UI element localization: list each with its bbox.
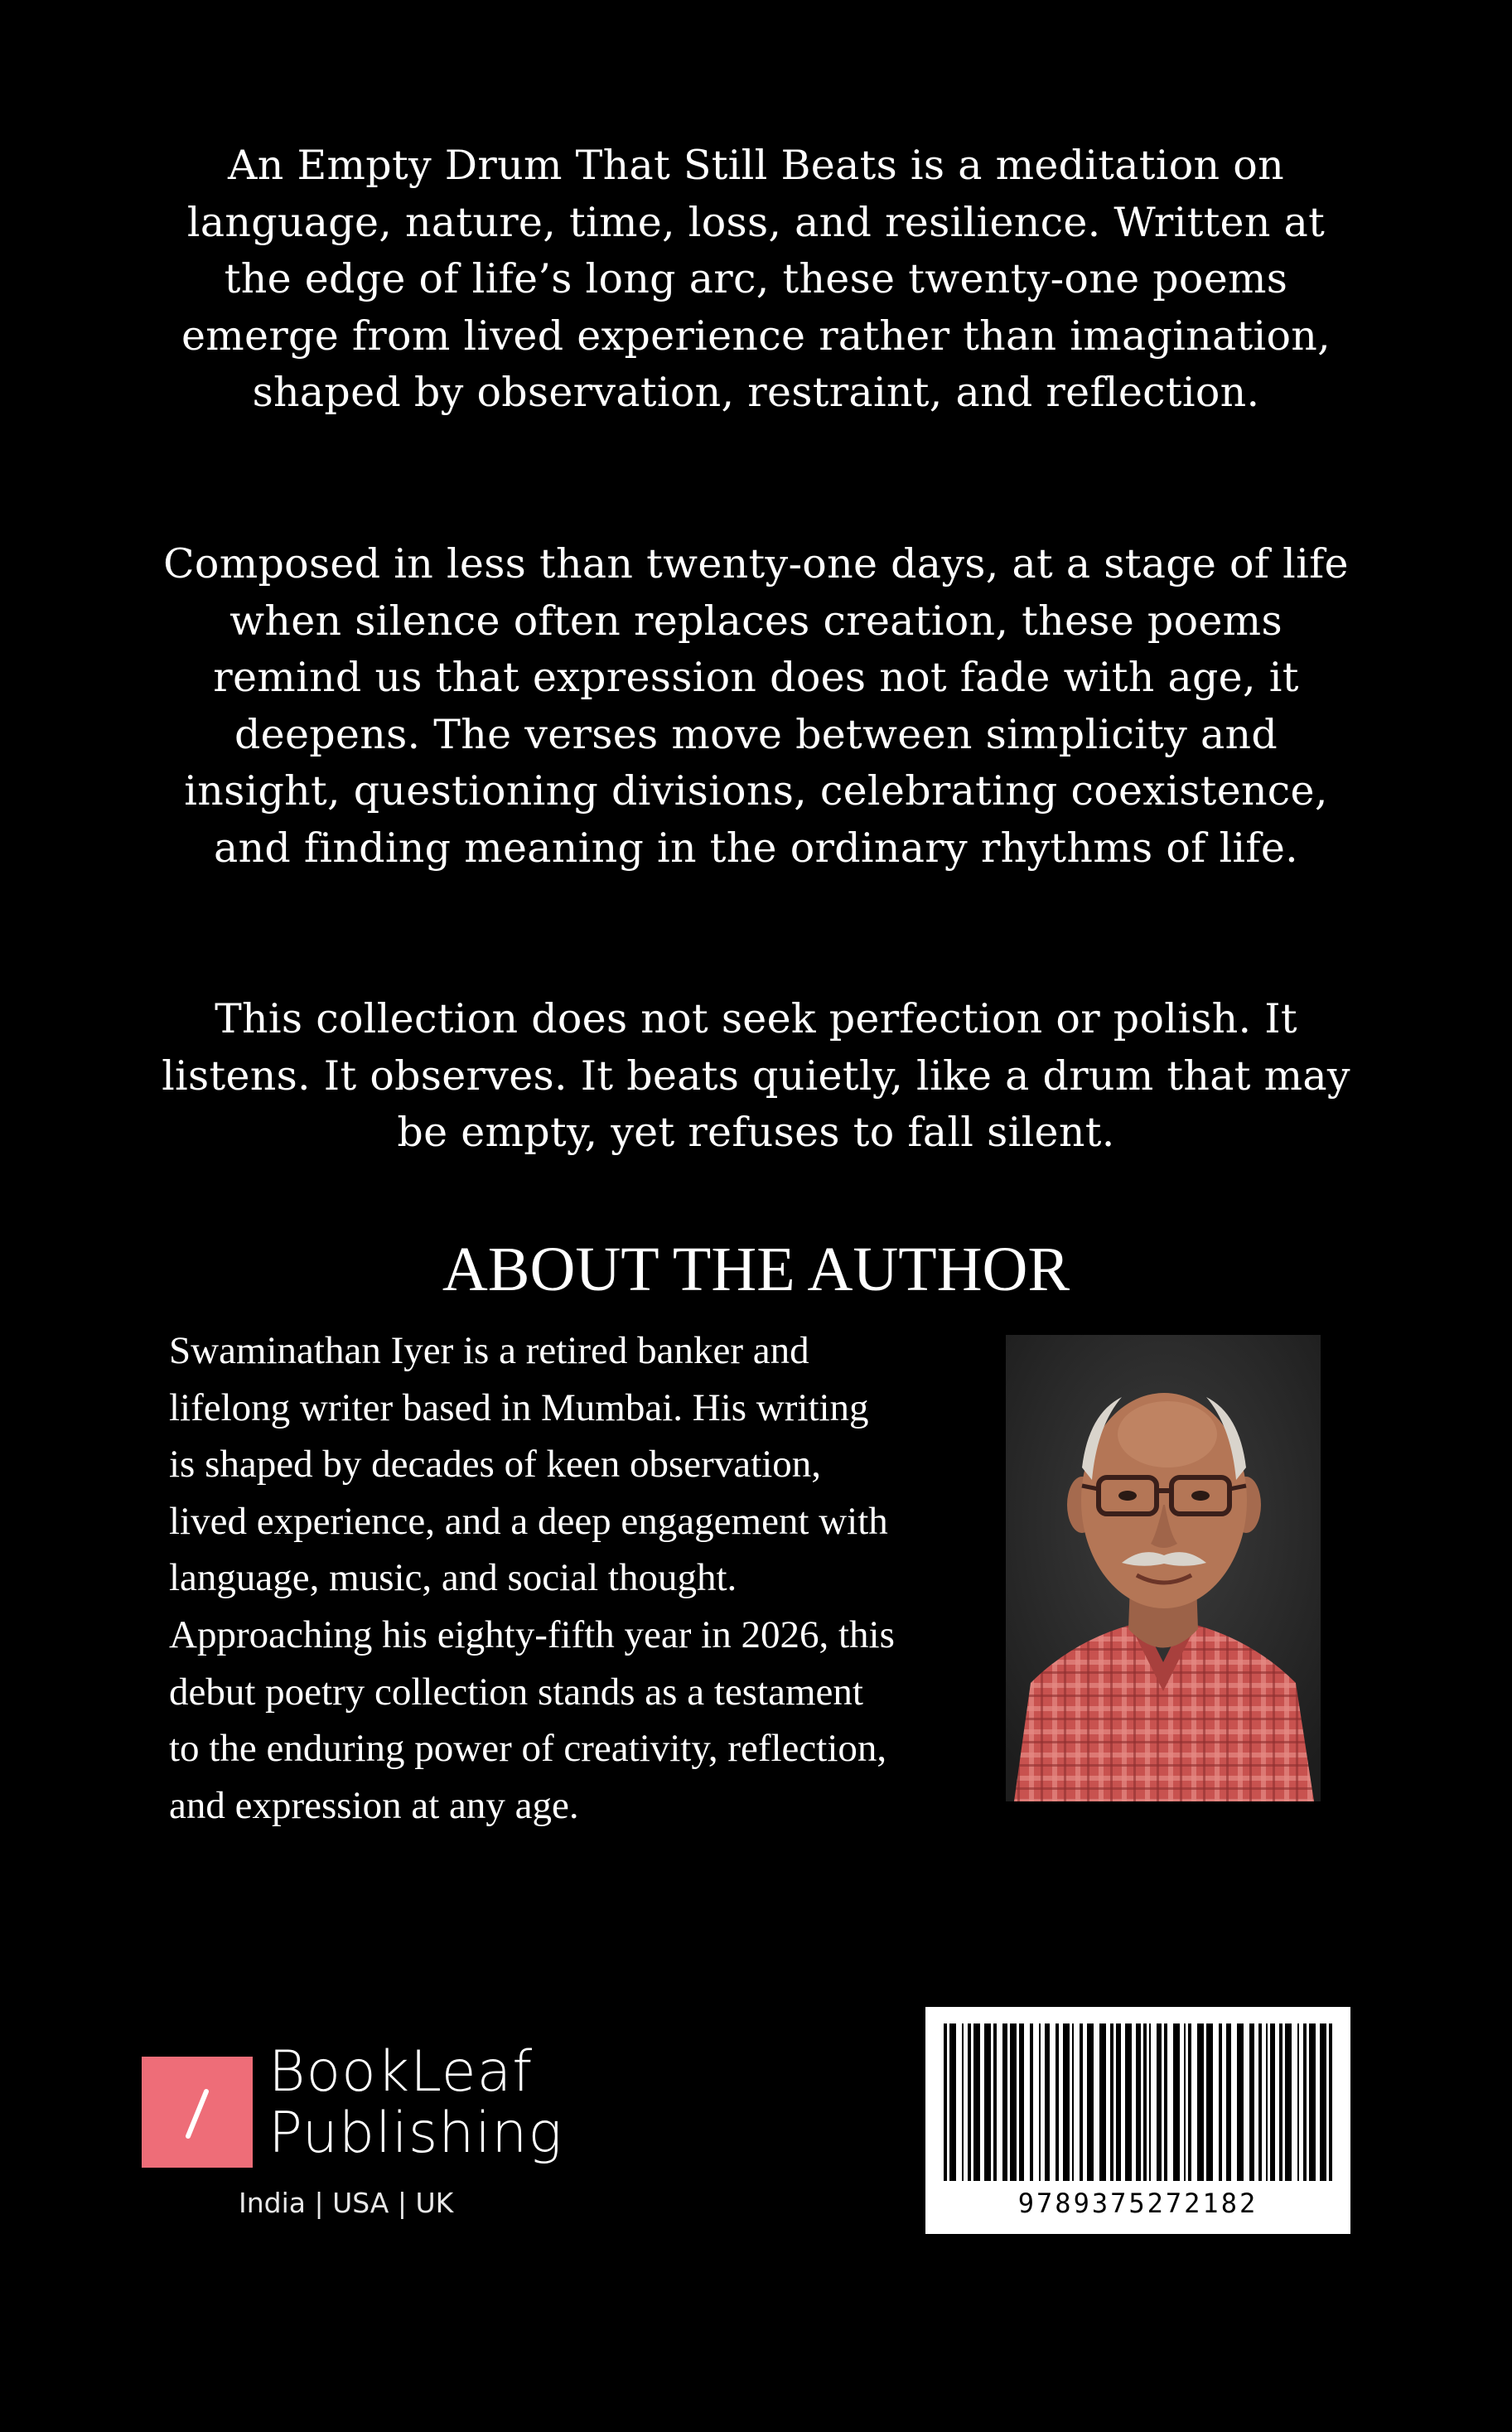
publisher-regions: India | USA | UK: [239, 2187, 454, 2219]
isbn-number: 9789375272182: [1017, 2188, 1258, 2219]
bookleaf-slash-icon: [142, 2057, 253, 2168]
blurb-paragraph-3: This collection does not seek perfection or polish. It listens. It observes. It beats quietly, like a drum that may be empty, yet refuses to fall silent.: [162, 995, 1350, 1157]
about-the-author-heading: ABOUT THE AUTHOR: [442, 1235, 1070, 1304]
isbn-barcode: [925, 2007, 1350, 2234]
blurb-paragraph-1: An Empty Drum That Still Beats is a meditation on language, nature, time, loss, and resilience. Written at the edge of life’s long arc, these twenty-one poems emerge from lived experience rather than imagination, shaped by observation, restraint, and reflection.: [181, 142, 1331, 417]
blurb-paragraph-2: Composed in less than twenty-one days, at a stage of life when silence often replaces creation, these poems remind us that expression does not fade with age, it deepens. The verses move between simplicity and insight, questioning divisions, celebrating coexistence, and finding meaning in the ordinary rhythms of life.: [163, 540, 1349, 872]
author-bio: Swaminathan Iyer is a retired banker and lifelong writer based in Mumbai. His writing is shaped by decades of keen observation, lived experience, and a deep engagement with language, music, and social thought. Approaching his eighty-fifth year in 2026, this debut poetry collection stands as a testament to the enduring power of creativity, reflection, and expression at any age.: [169, 1329, 895, 1827]
publisher-name: BookLeaf Publishing: [268, 2039, 563, 2166]
author-photo: [1006, 1335, 1321, 1801]
